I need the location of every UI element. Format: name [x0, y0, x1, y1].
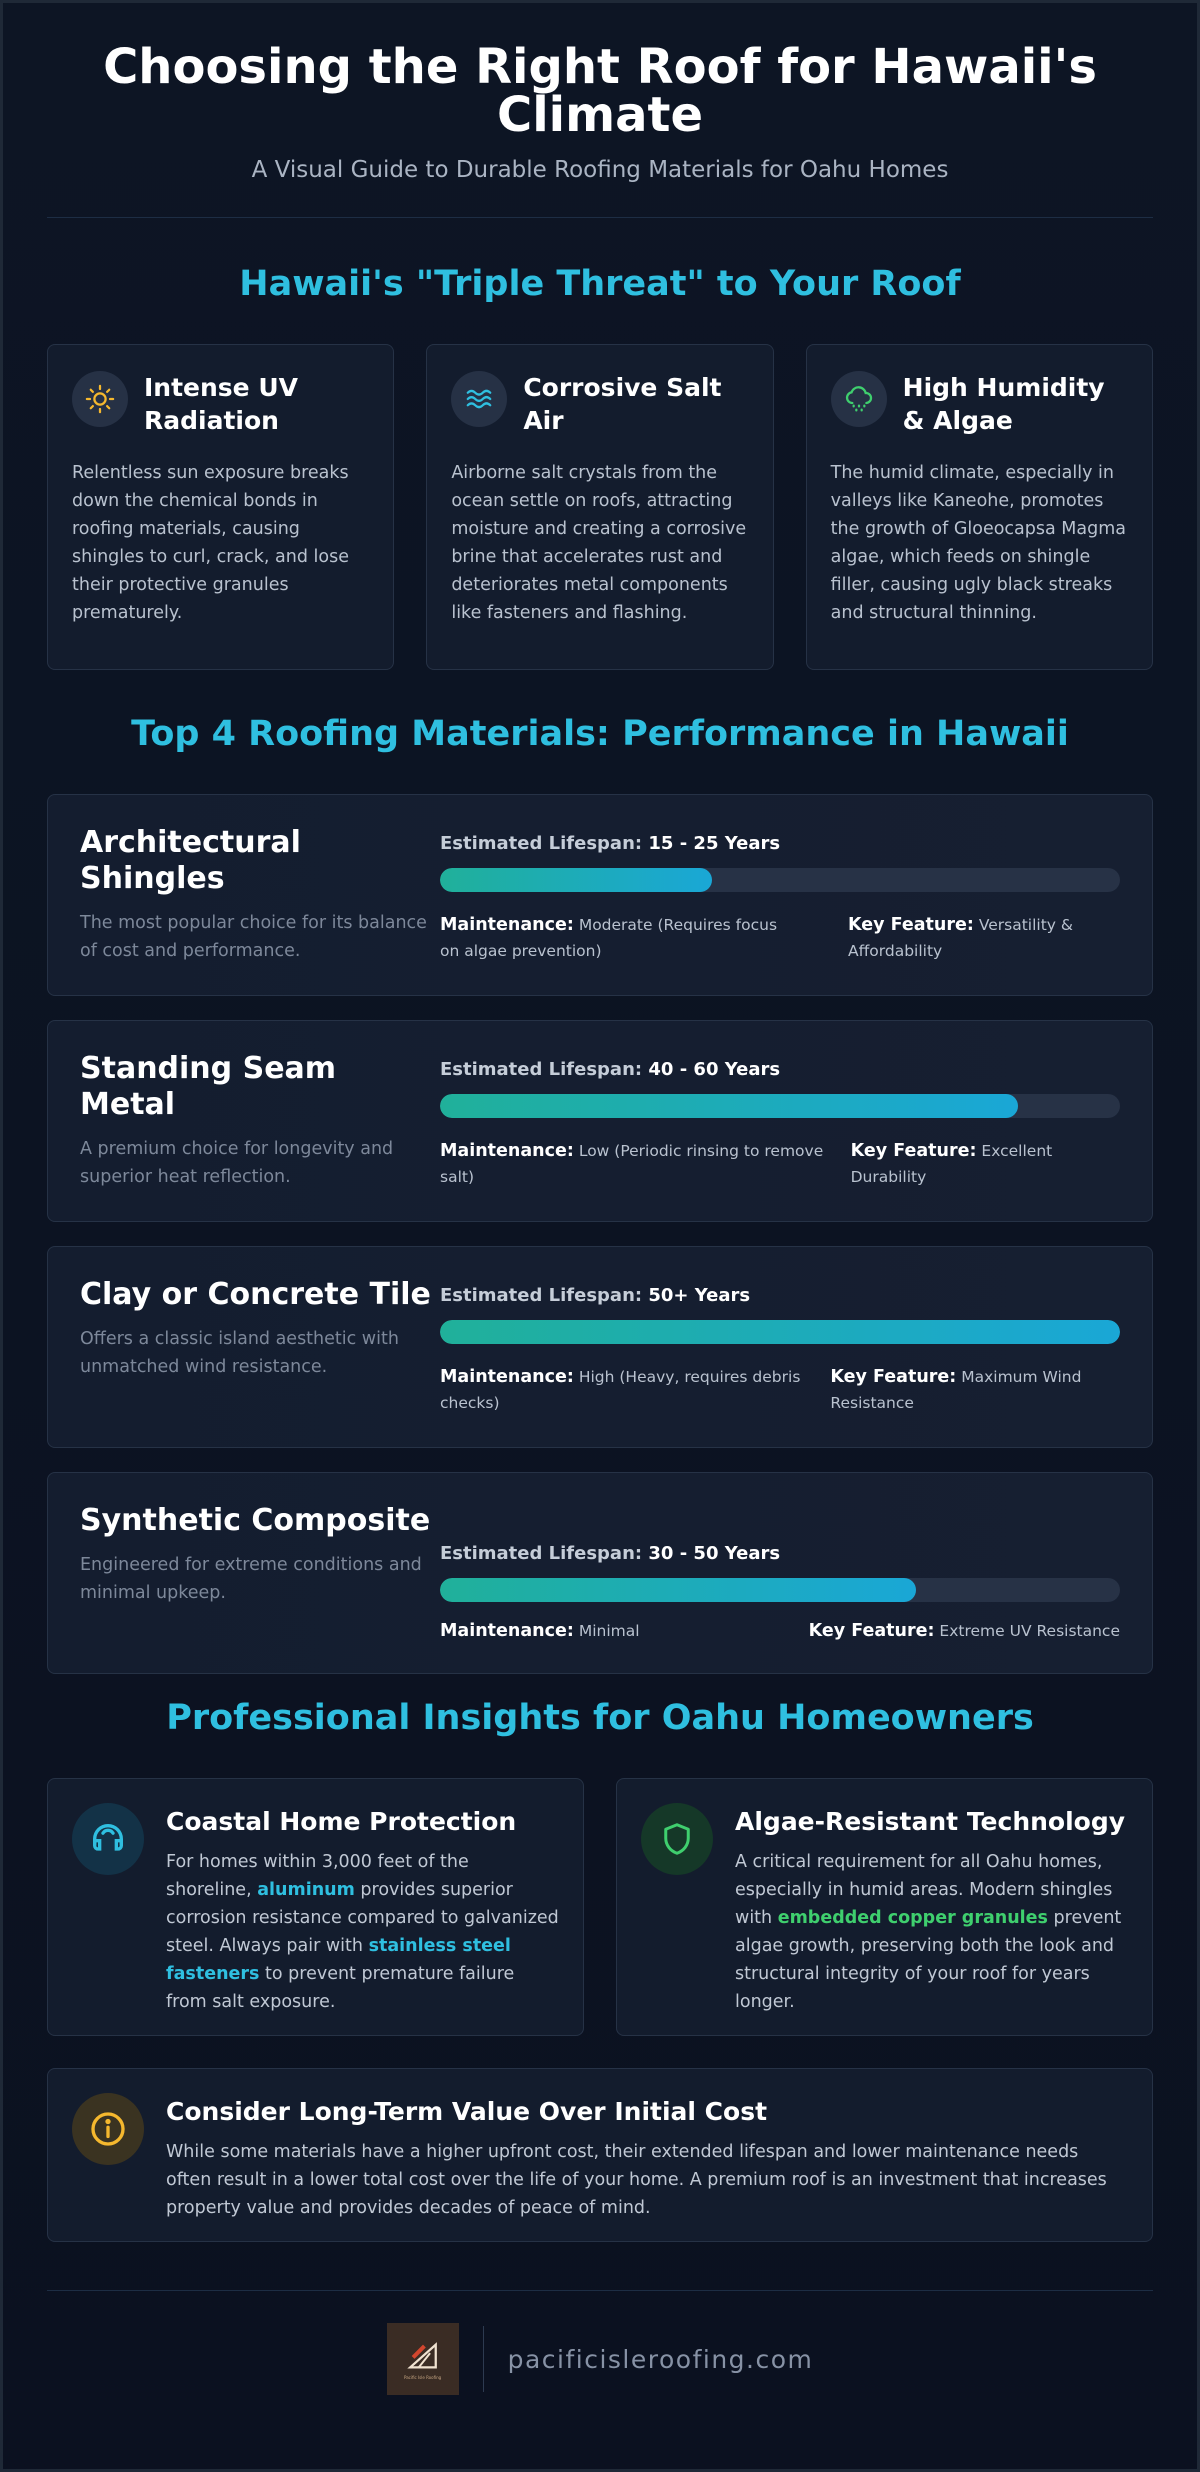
- insight-title: Algae-Resistant Technology: [735, 1807, 1126, 1836]
- threat-text: Relentless sun exposure breaks down the chemical bonds in roofing materials, causing shingles to curl, crack, and lose their protective granules prematurely.: [72, 463, 349, 623]
- material-card-shingles: [47, 794, 1153, 996]
- insight-card-algae: [616, 1778, 1153, 2036]
- material-name: Architectural Shingles: [80, 825, 301, 896]
- lifespan-bar: [440, 1094, 1120, 1118]
- insight-text: While some materials have a higher upfront cost, their extended lifespan and lower maintenance needs often result in a lower total cost over the life of your home. A premium roof is an investment that increases property value and provides decades of peace of mind.: [166, 2142, 1107, 2218]
- insight-title: Consider Long-Term Value Over Initial Cost: [166, 2097, 768, 2126]
- lifespan-value: 40 - 60 Years: [648, 1059, 781, 1080]
- material-description: The most popular choice for its balance of cost and performance.: [80, 913, 427, 961]
- threat-text: The humid climate, especially in valleys like Kaneohe, promotes the growth of Gloeocapsa Magma algae, which feeds on shingle filler, causing ugly black streaks and structural thinning.: [830, 463, 1126, 623]
- insights-section-title: Professional Insights for Oahu Homeowners: [166, 1698, 1034, 1738]
- lifespan-bar-fill: [440, 1578, 916, 1602]
- threats-section-title: Hawaii's "Triple Threat" to Your Roof: [239, 264, 961, 304]
- shield-icon: [641, 1803, 713, 1875]
- threat-title: Corrosive Salt Air: [523, 373, 722, 435]
- lifespan-label: Estimated Lifespan: 15 - 25 Years: [440, 833, 781, 854]
- material-card-metal: [47, 1020, 1153, 1222]
- materials-list: [3, 794, 1197, 1674]
- header: [3, 3, 1197, 183]
- threat-card-salt: [426, 344, 773, 670]
- material-description: Offers a classic island aesthetic with unmatched wind resistance.: [80, 1329, 399, 1377]
- sun-icon: [72, 371, 128, 427]
- highlight-copper: embedded copper granules: [777, 1908, 1048, 1928]
- lifespan-bar: [440, 1320, 1120, 1344]
- header-divider: [47, 217, 1153, 218]
- maintenance-detail: Maintenance: High (Heavy, requires debris checks): [440, 1367, 801, 1412]
- lifespan-bar-fill: [440, 1094, 1018, 1118]
- logo-text: Pacific Isle Roofing: [404, 2374, 442, 2380]
- materials-section-title: Top 4 Roofing Materials: Performance in Hawaii: [131, 714, 1069, 754]
- headset-icon: [72, 1803, 144, 1875]
- maintenance-detail: Maintenance: Low (Periodic rinsing to remove salt): [440, 1141, 824, 1186]
- key-feature-detail: Key Feature: Extreme UV Resistance: [808, 1621, 1120, 1641]
- threat-title: Intense UV Radiation: [144, 373, 298, 435]
- lifespan-value: 50+ Years: [648, 1285, 751, 1306]
- key-feature-detail: Key Feature: Versatility & Affordability: [848, 915, 1073, 960]
- insight-card-coastal: [47, 1778, 584, 2036]
- key-feature-detail: Key Feature: Excellent Durability: [850, 1141, 1053, 1186]
- maintenance-detail: Maintenance: Moderate (Requires focus on algae prevention): [440, 915, 778, 960]
- insights-grid: [3, 1778, 1197, 2036]
- company-logo[interactable]: [387, 2323, 459, 2395]
- lifespan-label: Estimated Lifespan: 30 - 50 Years: [440, 1543, 781, 1564]
- footer-divider: [47, 2290, 1153, 2291]
- insight-text: A critical requirement for all Oahu homes, especially in humid areas. Modern shingles with embedded copper granules prevent algae growth, preserving both the look and structural integrity of your roof for years longer.: [735, 1852, 1122, 2012]
- insight-card-value: [47, 2068, 1153, 2242]
- material-name: Clay or Concrete Tile: [80, 1277, 431, 1312]
- threat-text: Airborne salt crystals from the ocean settle on roofs, attracting moisture and creating a corrosive brine that accelerates rust and deteriorates metal components like fasteners and flashing.: [451, 463, 747, 623]
- waves-icon: [451, 371, 507, 427]
- material-name: Synthetic Composite: [80, 1503, 431, 1538]
- lifespan-bar: [440, 1578, 1120, 1602]
- roof-logo-icon: [406, 2339, 440, 2373]
- lifespan-bar-fill: [440, 1320, 1120, 1344]
- lifespan-label: Estimated Lifespan: 40 - 60 Years: [440, 1059, 781, 1080]
- material-name: Standing Seam Metal: [80, 1051, 337, 1122]
- lifespan-value: 30 - 50 Years: [648, 1543, 781, 1564]
- material-description: Engineered for extreme conditions and minimal upkeep.: [80, 1555, 422, 1603]
- threats-grid: [3, 344, 1197, 670]
- threat-title: High Humidity & Algae: [902, 373, 1105, 435]
- footer: [3, 2323, 1197, 2395]
- page-title: Choosing the Right Roof for Hawaii's Climate: [103, 39, 1097, 143]
- threat-card-uv: [47, 344, 394, 670]
- highlight-fasteners: stainless steel fasteners: [166, 1936, 511, 1984]
- footer-separator: [483, 2326, 484, 2392]
- lifespan-bar: [440, 868, 1120, 892]
- lifespan-label: Estimated Lifespan: 50+ Years: [440, 1285, 751, 1306]
- info-icon: [72, 2093, 144, 2165]
- material-description: A premium choice for longevity and superior heat reflection.: [80, 1139, 394, 1187]
- material-card-tile: [47, 1246, 1153, 1448]
- material-card-synthetic: [47, 1472, 1153, 1674]
- key-feature-detail: Key Feature: Maximum Wind Resistance: [830, 1367, 1082, 1412]
- insight-title: Coastal Home Protection: [166, 1807, 517, 1836]
- maintenance-detail: Maintenance: Minimal: [440, 1621, 640, 1641]
- threat-card-humidity: [806, 344, 1153, 670]
- cloud-rain-icon: [831, 371, 887, 427]
- lifespan-bar-fill: [440, 868, 712, 892]
- website-link[interactable]: pacificisleroofing.com: [507, 2344, 814, 2374]
- insight-text: For homes within 3,000 feet of the shoreline, aluminum provides superior corrosion resistance compared to galvanized steel. Always pair with stainless steel fasteners to prevent premature failure from salt exposure.: [166, 1852, 559, 2012]
- page-subtitle: A Visual Guide to Durable Roofing Materials for Oahu Homes: [251, 157, 949, 183]
- lifespan-value: 15 - 25 Years: [648, 833, 781, 854]
- highlight-aluminum: aluminum: [257, 1880, 355, 1900]
